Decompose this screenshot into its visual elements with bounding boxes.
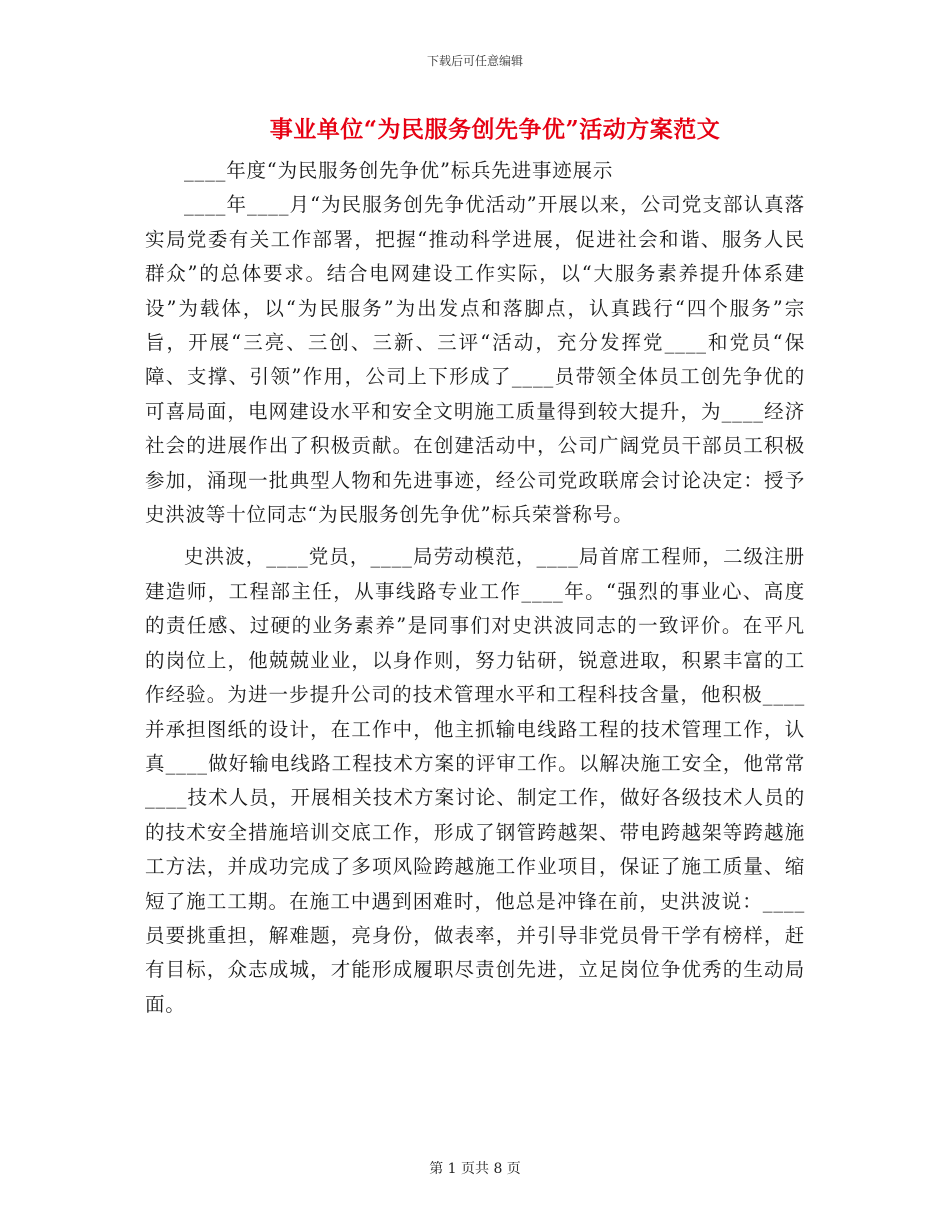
body-paragraph-intro: ____年____月“为民服务创先争优活动”开展以来，公司党支部认真落实局党委有关工作部署，把握“推动科学进展，促进社会和谐、服务人民群众”的总体要求。结合电网建设工作实际，以“大服务素养提升体系建设”为载体，以“为民服务”为出发点和落脚点，认真践行“四个服务”宗旨，开展“三亮、三创、三新、三评“活动，充分发挥党____和党员“保障、支撑、引领”作用，公司上下形成了____员带领全体员工创先争优的可喜局面，电网建设水平和安全文明施工质量得到较大提升，为____经济社会的进展作出了积极贡献。在创建活动中，公司广阔党员干部员工积极参加，涌现一批典型人物和先进事迹，经公司党政联席会讨论决定：授予史洪波等十位同志“为民服务创先争优”标兵荣誉称号。 [145,193,805,527]
page-header: 下载后可任意编辑 [426,54,523,68]
page-number: 第 1 页共 8 页 [429,1161,521,1177]
subtitle-paragraph: ____年度“为民服务创先争优”标兵先进事迹展示 [184,159,614,182]
document-title: 事业单位“为民服务创先争优”活动方案范文 [269,116,721,143]
body-paragraph-profile: 史洪波，____党员，____局劳动模范，____局首席工程师，二级注册建造师，工程部主任，从事线路专业工作____年。“强烈的事业心、高度的责任感、过硬的业务素养”是同事们对史洪波同志的一致评价。在平凡的岗位上，他兢兢业业，以身作则，努力钻研，锐意进取，积累丰富的工作经验。为进一步提升公司的技术管理水平和工程科技含量，他积极____并承担图纸的设计，在工作中，他主抓输电线路工程的技术管理工作，认真____做好输电线路工程技术方案的评审工作。以解决施工安全，他常常____技术人员，开展相关技术方案讨论、制定工作，做好各级技术人员的的技术安全措施培训交底工作，形成了钢管跨越架、带电跨越架等跨越施工方法，并成功完成了多项风险跨越施工作业项目，保证了施工质量、缩短了施工工期。在施工中遇到困难时，他总是冲锋在前，史洪波说：____员要挑重担，解难题，亮身份，做表率，并引导非党员骨干学有榜样，赶有目标，众志成城，才能形成履职尽责创先进，立足岗位争优秀的生动局面。 [145,545,805,1016]
document-body [145,154,805,1022]
